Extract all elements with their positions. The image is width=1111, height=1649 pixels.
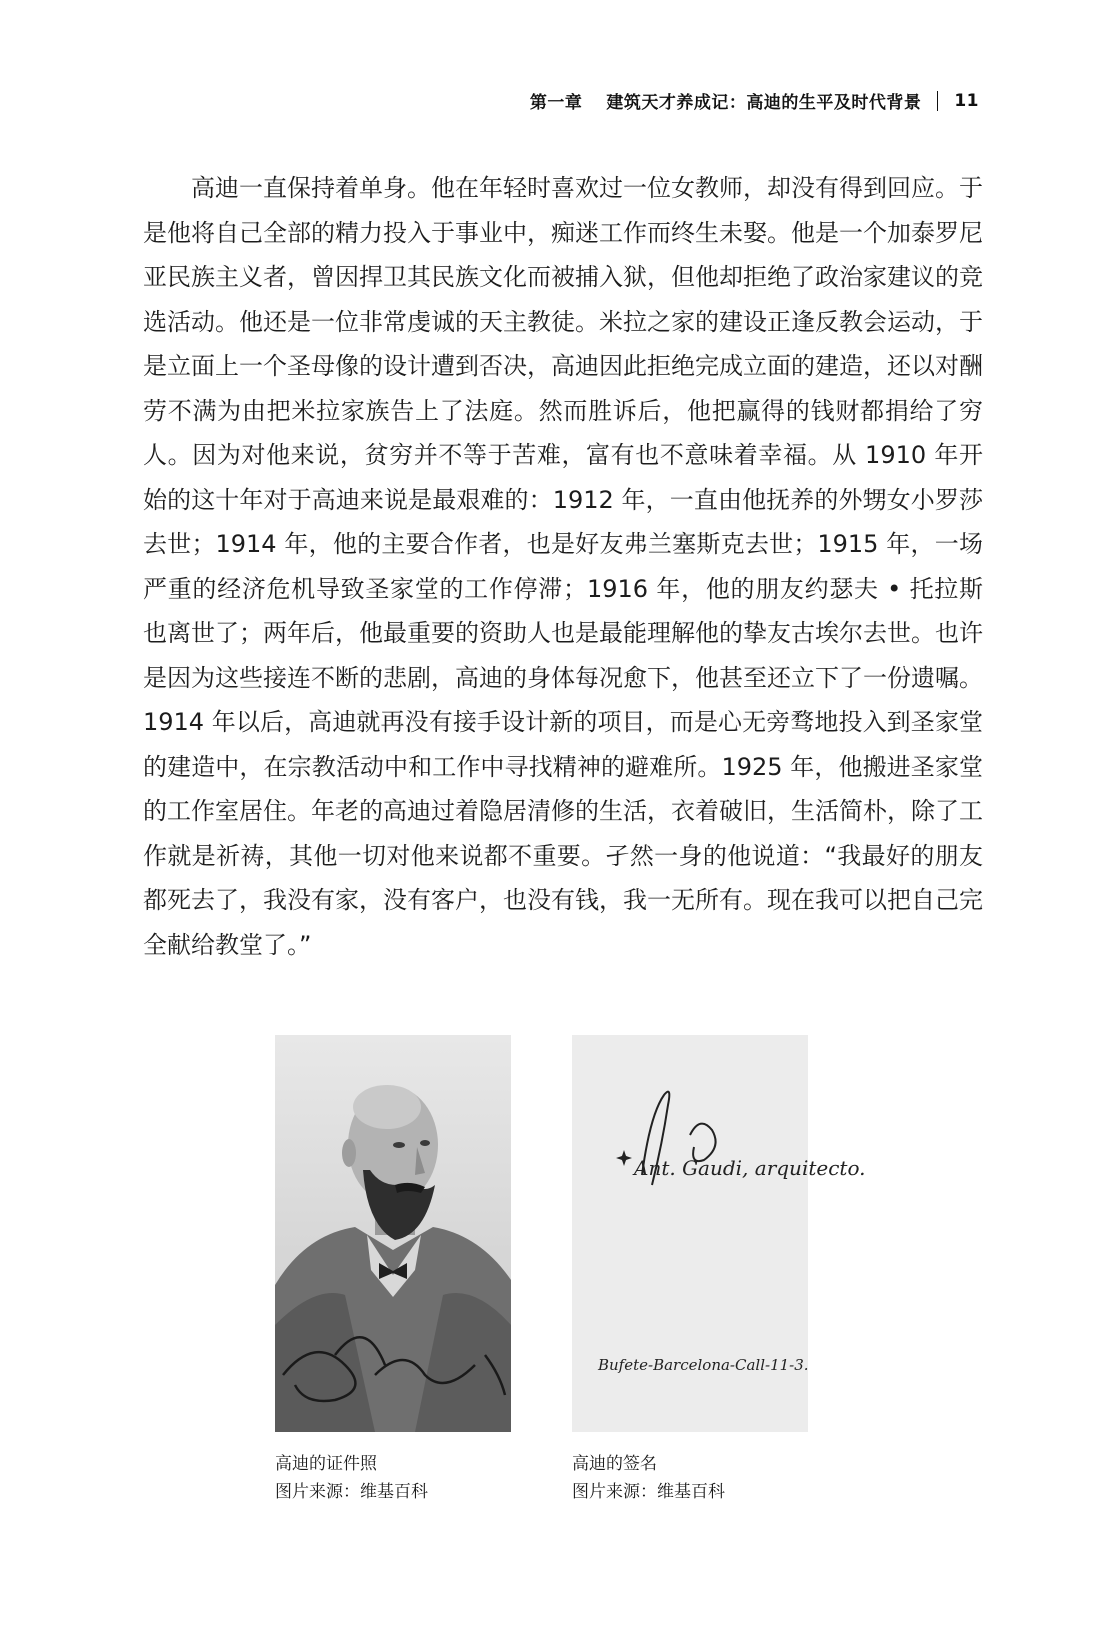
figure-portrait (275, 1035, 511, 1506)
figure-signature (572, 1035, 866, 1506)
portrait-illustration (275, 1035, 511, 1432)
chapter-title: 建筑天才养成记：高迪的生平及时代背景 (606, 93, 922, 113)
portrait-caption-source: 图片来源：维基百科 (275, 1482, 428, 1502)
header-divider (937, 91, 938, 111)
signature-caption-source: 图片来源：维基百科 (572, 1482, 725, 1502)
signature-caption-title: 高迪的签名 (572, 1454, 657, 1474)
portrait-caption-title: 高迪的证件照 (275, 1454, 377, 1474)
signature-card (572, 1035, 866, 1432)
portrait-photo (275, 1035, 511, 1432)
portrait-caption (275, 1450, 511, 1506)
page-number: 11 (954, 90, 979, 111)
body-paragraph: 高迪一直保持着单身。他在年轻时喜欢过一位女教师，却没有得到回应。于是他将自己全部的精力投入于事业中，痴迷工作而终生未娶。他是一个加泰罗尼亚民族主义者，曾因捍卫其民族文化而被捕入狱，但他却拒绝了政治家建议的竞选活动。他还是一位非常虔诚的天主教徒。米拉之家的建设正逢反教会运动，于是立面上一个圣母像的设计遭到否决，高迪因此拒绝完成立面的建造，还以对酬劳不满为由把米拉家族告上了法庭。然而胜诉后，他把赢得的钱财都捐给了穷人。因为对他来说，贫穷并不等于苦难，富有也不意味着幸福。从 1910 年开始的这十年对于高迪来说是最艰难的：1912 年，一直由他抚养的外甥女小罗莎去世；1914 年，他的主要合作者，也是好友弗兰塞斯克去世；1915 年，一场严重的经济危机导致圣家堂的工作停滞；1916 年，他的朋友约瑟夫 • 托拉斯也离世了；两年后，他最重要的资助人也是最能理解他的挚友古埃尔去世。也许是因为这些接连不断的悲剧，高迪的身体每况愈下，他甚至还立下了一份遗嘱。1914 年以后，高迪就再没有接手设计新的项目，而是心无旁骛地投入到圣家堂的建造中，在宗教活动中和工作中寻找精神的避难所。1925 年，他搬进圣家堂的工作室居住。年老的高迪过着隐居清修的生活，衣着破旧，生活简朴，除了工作就是祈祷，其他一切对他来说都不重要。孑然一身的他说道：“我最好的朋友都死去了，我没有家，没有客户，也没有钱，我一无所有。现在我可以把自己完全献给教堂了。” (143, 174, 983, 959)
address-line: Bufete-Barcelona-Call-11-3. (598, 1356, 809, 1374)
signature-caption (572, 1450, 808, 1506)
signature-illustration (572, 1035, 866, 1432)
signature-line: Ant. Gaudi, arquitecto. (634, 1156, 866, 1180)
running-head (530, 88, 979, 113)
chapter-label: 第一章 (529, 93, 583, 113)
